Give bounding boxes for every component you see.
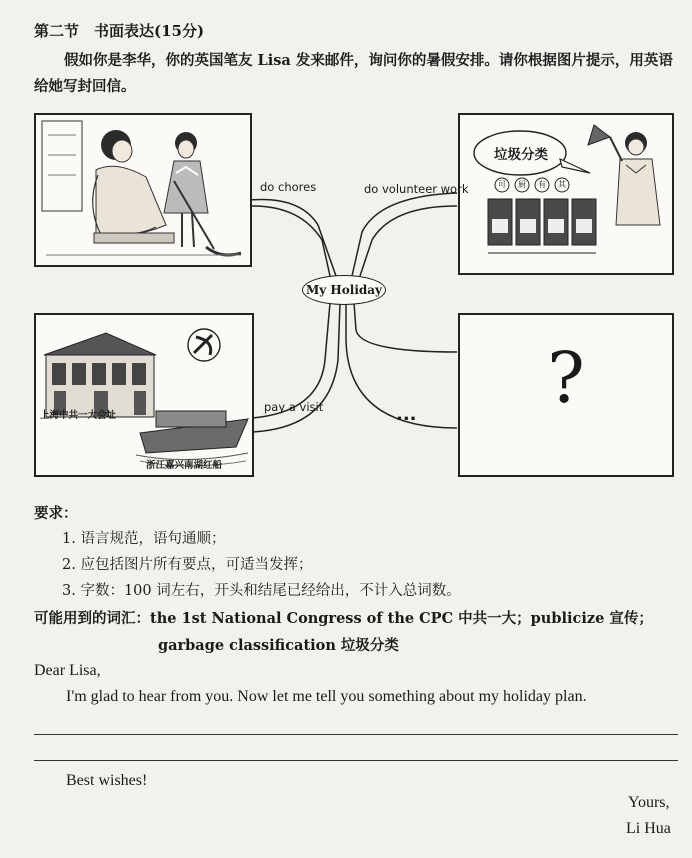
letter-salutation: Dear Lisa, [34,662,101,679]
garbage-sign-label: 垃圾分类 [494,147,548,163]
visit-illustration [36,315,252,475]
bin-label-4: 其 [558,180,566,189]
requirement-3: 3. 字数：100 词左右，开头和结尾已经给出，不计入总词数。 [62,583,461,599]
branch-label-visit: pay a visit [264,400,324,414]
requirement-1: 1. 语言规范，语句通顺； [62,531,226,547]
vocabulary-line-1: 可能用到的词汇：the 1st National Congress of the CPC 中共一大；publicize 宣传； [34,610,653,627]
chores-illustration [36,115,250,265]
task-prompt-text: 假如你是李华，你的英国笔友 Lisa 发来邮件，询问你的暑假安排。请你根据图片提示，用英语给她写封回信。 [34,52,673,95]
volunteer-picture [458,113,674,275]
question-mark: ? [547,337,585,419]
branch-label-volunteer: do volunteer work [364,182,469,196]
branch-label-chores: do chores [260,180,317,194]
vocabulary-line-2: garbage classification 垃圾分类 [158,637,399,654]
letter-signature: Li Hua [626,820,671,837]
requirement-2: 2. 应包括图片所有要点，可适当发挥； [62,557,313,573]
bin-label-3: 有 [538,180,546,189]
letter-signoff: Yours, [628,794,670,811]
writing-line-2 [34,760,678,761]
volunteer-illustration [460,115,672,273]
chores-picture [34,113,252,267]
letter-opening: I'm glad to hear from you. Now let me tell you something about my holiday plan. [66,688,587,705]
letter-closing: Best wishes! [66,772,148,789]
visit-picture [34,313,254,477]
section-heading: 第二节 书面表达(15分) [34,22,205,40]
center-node: My Holiday [302,275,386,305]
branch-label-more: ... [396,404,417,425]
writing-line-1 [34,734,678,735]
requirements-title: 要求： [34,505,78,522]
visit-caption-jiaxing: 浙江嘉兴南湖红船 [146,460,223,471]
bin-label-1: 可 [498,180,506,189]
unknown-picture [458,313,674,477]
visit-caption-shanghai: 上海中共一大会址 [40,410,117,421]
bin-label-2: 厨 [518,180,526,189]
